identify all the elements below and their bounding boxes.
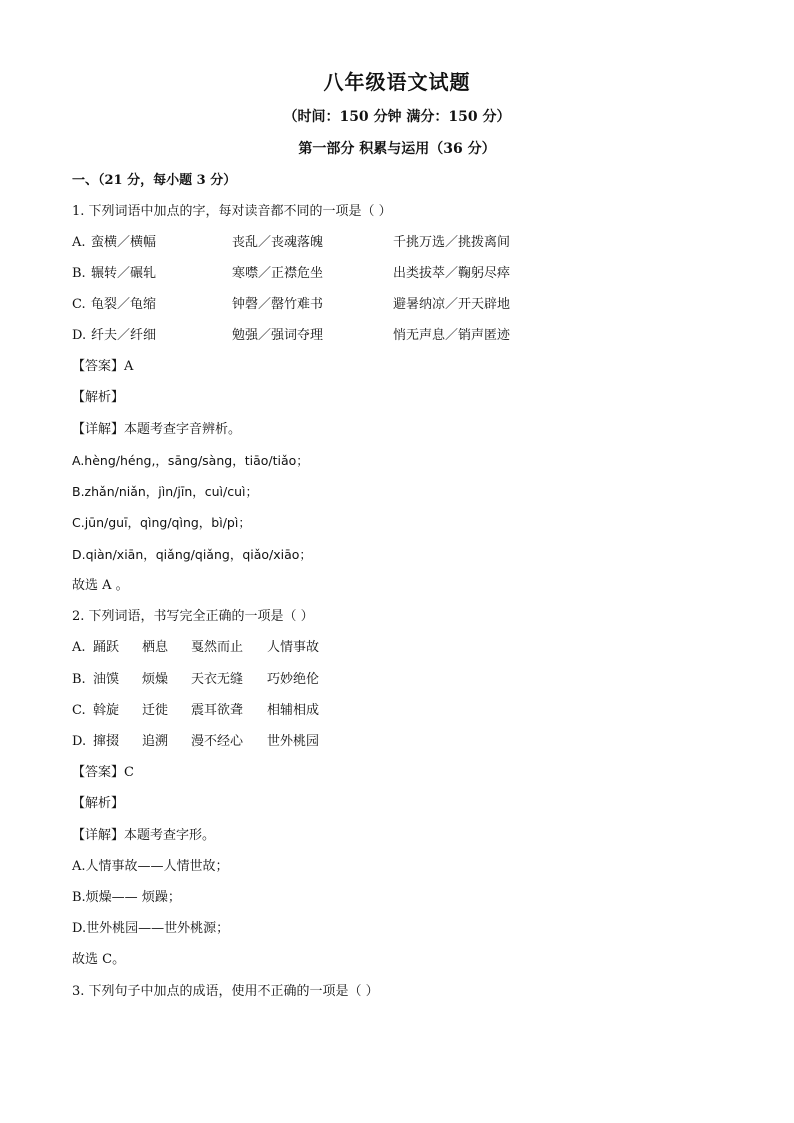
q2-option-d-word2: 追溯 [142,734,169,749]
q2-answer: 【答案】C [72,765,134,780]
q1-option-b-label: B. [72,266,86,281]
q1-option-d-col1: 纤夫／纤细 [91,328,157,343]
q2-option-b-word4: 巧妙绝伦 [267,672,320,687]
q2-analysis-label: 【解析】 [72,796,125,811]
q1-detail-line-a: A.hèng/héng,，sāng/sàng，tiāo/tiǎo； [72,453,309,468]
section-heading: 一、（21 分，每小题 3 分） [72,173,237,188]
q2-option-d-word1: 撺掇 [93,734,120,749]
q2-option-c-word3: 震耳欲聋 [191,703,244,718]
q2-option-d-label: D. [72,734,87,749]
q1-option-d-col2: 勉强／强词夺理 [232,328,324,343]
q1-detail-line-d: D.qiàn/xiān，qiǎng/qiǎng，qiǎo/xiāo； [72,547,312,562]
q1-detail-line-c: C.jūn/guī，qìng/qìng，bì/pì； [72,515,251,530]
part-heading: 第一部分 积累与运用（36 分） [298,141,496,157]
q1-answer: 【答案】A [72,359,134,374]
q2-option-c-word1: 斡旋 [93,703,120,718]
q1-option-a-col2: 丧乱／丧魂落魄 [232,235,324,250]
q2-option-c-word2: 迁徙 [142,703,169,718]
q2-option-d-word4: 世外桃园 [267,734,320,749]
q2-detail-line-b: B.烦燥—— 烦躁； [72,890,181,905]
q1-option-a-label: A. [72,235,86,250]
q1-option-b-col2: 寒噤／正襟危坐 [232,266,324,281]
q2-option-a-word4: 人情事故 [267,640,320,655]
q2-option-a-word1: 踊跃 [93,640,120,655]
q1-option-a-col1: 蛮横／横幅 [91,235,157,250]
q1-option-c-col2: 钟磬／罄竹难书 [232,297,324,312]
q1-option-b-col1: 辗转／碾轧 [91,266,157,281]
q2-option-b-word3: 天衣无缝 [191,672,244,687]
question-1-stem: 1. 下列词语中加点的字，每对读音都不同的一项是（ ） [72,204,392,219]
q2-conclusion: 故选 C。 [72,952,126,967]
q1-detail: 【详解】本题考查字音辨析。 [72,422,242,437]
q1-analysis-label: 【解析】 [72,390,125,405]
q2-option-b-word2: 烦燥 [142,672,169,687]
q2-detail-line-a: A.人情事故——人情世故； [72,859,229,874]
q2-detail: 【详解】本题考查字形。 [72,828,216,843]
q2-option-a-label: A. [72,640,86,655]
q1-option-a-col3: 千挑万选／挑拨离间 [393,235,511,250]
question-3-stem: 3. 下列句子中加点的成语，使用不正确的一项是（ ） [72,984,379,999]
q1-option-b-col3: 出类拔萃／鞠躬尽瘁 [393,266,511,281]
q2-option-c-word4: 相辅相成 [267,703,320,718]
q2-option-b-word1: 油馍 [93,672,120,687]
q2-option-c-label: C. [72,703,86,718]
exam-time-info: （时间：150 分钟 满分：150 分） [283,109,511,125]
q1-option-c-label: C. [72,297,86,312]
q2-option-a-word2: 栖息 [142,640,169,655]
q2-option-a-word3: 戛然而止 [191,640,244,655]
q1-detail-line-b: B.zhǎn/niǎn，jìn/jīn，cuì/cuì； [72,484,258,499]
q1-option-d-col3: 悄无声息／销声匿迹 [393,328,511,343]
q2-option-d-word3: 漫不经心 [191,734,244,749]
question-2-stem: 2. 下列词语，书写完全正确的一项是（ ） [72,609,314,624]
q1-option-d-label: D. [72,328,87,343]
page-title: 八年级语文试题 [323,70,471,94]
q1-option-c-col3: 避暑纳凉／开天辟地 [393,297,511,312]
q1-conclusion: 故选 A 。 [72,578,129,593]
q2-detail-line-d: D.世外桃园——世外桃源； [72,921,230,936]
q1-option-c-col1: 龟裂／龟缩 [91,297,157,312]
q2-option-b-label: B. [72,672,86,687]
